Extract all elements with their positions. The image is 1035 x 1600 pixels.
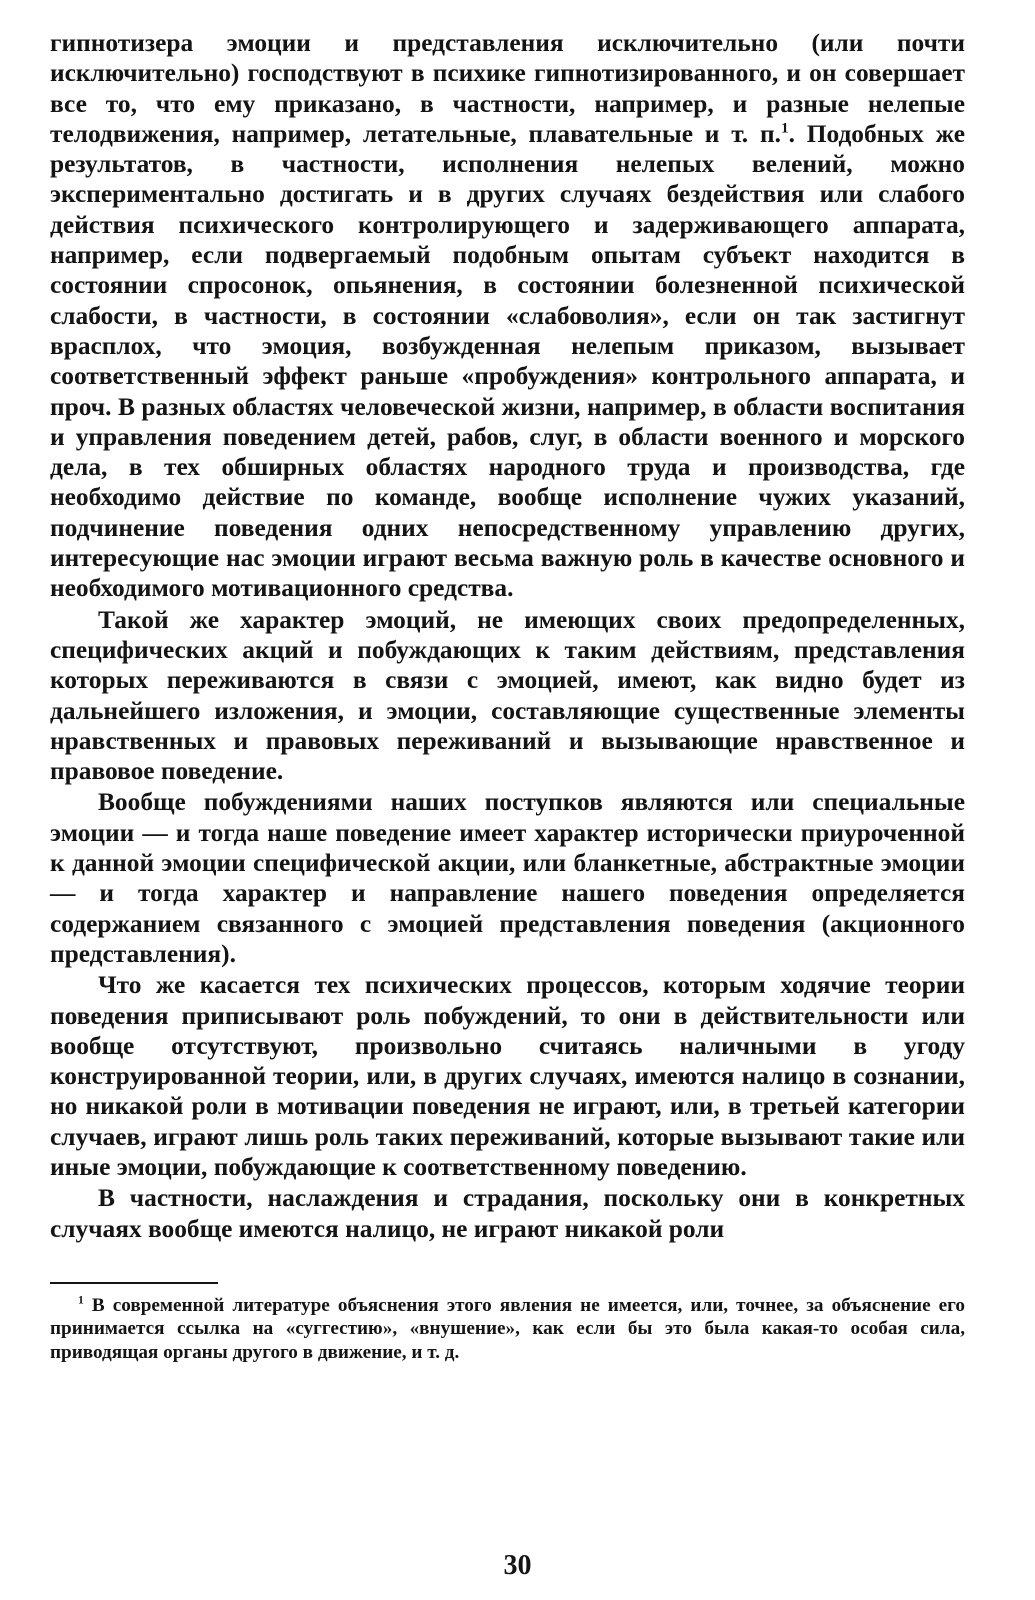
footnote	[50, 1294, 965, 1365]
footnote-divider	[50, 1282, 218, 1284]
footnote-text: В современной литературе объяснения этого явления не имеется, или, точнее, за объяснение его принимается ссылка на «суггестию», «внушение», как если бы это была какая-то особая сила, приводящая органы другого в движение, и т. д.	[50, 1294, 966, 1364]
paragraph-4: Что же касается тех психических процессов, которым ходячие теории поведения приписывают роль побуждений, то они в действительности или вообще отсутствуют, произвольно считаясь наличными в угоду конструированной теории, или, в других случаях, имеются налицо в сознании, но никакой роли в мотивации поведения не играют, или, в третьей категории случаев, играют лишь роль таких переживаний, которые вызывают такие или иные эмоции, побуждающие к соответственному поведению.	[50, 971, 965, 1181]
paragraph-2: Такой же характер эмоций, не имеющих своих предопределенных, специфических акций и побуждающих к таким действиям, представления которых переживаются в связи с эмоцией, имеют, как видно будет из дальнейшего изложения, и эмоции, составляющие существенные элементы нравственных и правовых переживаний и вызывающие нравственное и правовое поведение.	[50, 605, 965, 786]
paragraph-5: В частности, наслаждения и страдания, поскольку они в конкретных случаях вообще имеются налицо, не играют никакой роли	[50, 1184, 965, 1243]
paragraph-1-text-a: гипнотизера эмоции и представления исключительно (или почти исключительно) господствуют в психике гипнотизированного, и он совершает все то, что ему приказано, в частности, например, и разные нелепые телодвижения, например, летательные, плавательные и т. п.	[50, 29, 965, 148]
page-body	[50, 28, 965, 1365]
page-number: 30	[503, 1550, 532, 1581]
footnote-reference: 1	[780, 119, 789, 137]
paragraph-3: Вообще побуждениями наших поступков являются или специальные эмоции — и тогда наше поведение имеет характер исторически приуроченной к данной эмоции специфической акции, или бланкетные, абстрактные эмоции — и тогда характер и направление нашего поведения определяется содержанием связанного с эмоцией представления поведения (акционного представления).	[50, 788, 965, 968]
paragraph-1-text-b: . Подобных же результатов, в частности, исполнения нелепых велений, можно экспериментально достигать и в других случаях бездействия или слабого действия психического контролирующего и задерживающего аппарата, например, если подвергаемый подобным опытам субъект находится в состоянии спросонок, опьянения, в состоянии болезненной психической слабости, в частности, в состоянии «слабоволия», если он так застигнут врасплох, что эмоция, возбужденная нелепым приказом, вызывает соответственный эффект раньше «пробуждения» контрольного аппарата, и проч. В разных областях человеческой жизни, например, в области воспитания и управления поведением детей, рабов, слуг, в области военного и морского дела, в тех обширных областях народного труда и производства, где необходимо действие по команде, вообще исполнение чужих указаний, подчинение поведения одних непосредственному управлению других, интересующие нас эмоции играют весьма важную роль в качестве основного и необходимого мотивационного средства.	[50, 119, 965, 603]
paragraph-1	[50, 28, 965, 604]
main-text	[50, 28, 965, 1244]
footnote-marker: 1	[78, 1294, 84, 1307]
